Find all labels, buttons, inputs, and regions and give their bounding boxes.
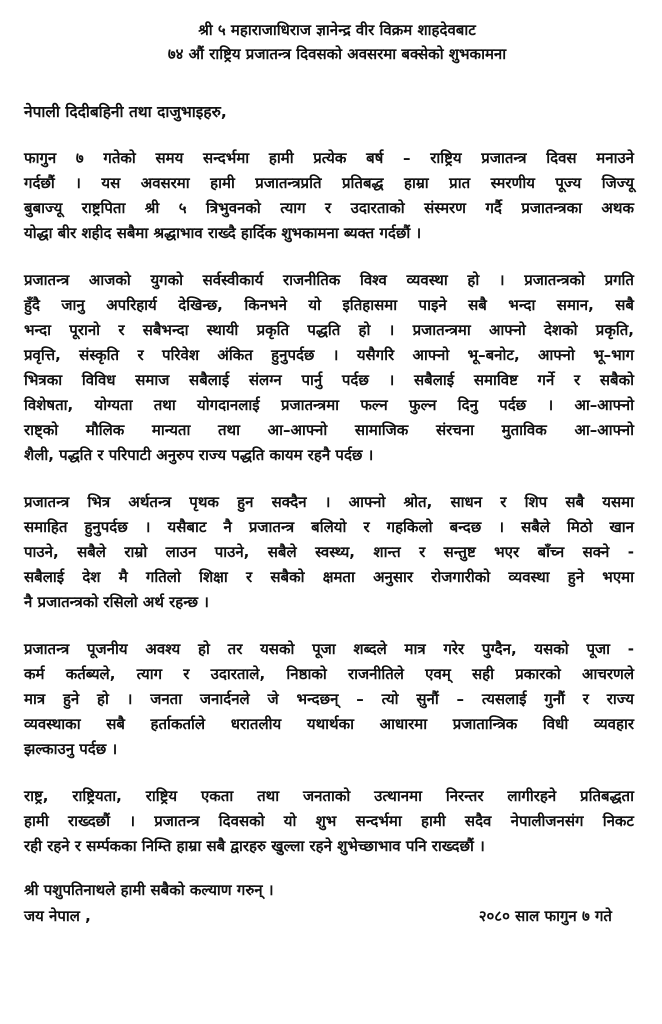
paragraph-line: हुँदै जानु अपरिहार्य देखिन्छ, किनभने यो इतिहासमा पाइने सबै भन्दा समान, सबै (24, 296, 634, 314)
body-paragraph (24, 490, 634, 615)
paragraph-line: प्रजातन्त्र आजको युगको सर्वस्वीकार्य राजनीतिक विश्व व्यवस्था हो । प्रजातन्त्रको प्रगति (24, 271, 634, 289)
paragraph-line: हामी राख्दछौं । प्रजातन्त्र दिवसको यो शुभ सन्दर्भमा हामी सदैव नेपालीजनसंग निकट (24, 812, 634, 830)
paragraph-line: बुबाज्यू राष्ट्रपिता श्री ५ त्रिभुवनको त्याग र उदारताको संस्मरण गर्दै प्रजातन्त्रका अथक (24, 199, 634, 217)
paragraph-line: शैली, पद्धति र परिपाटी अनुरुप राज्य पद्धति कायम रहनै पर्दछ । (24, 446, 374, 464)
paragraph-line: सबैलाई देश मै गतिलो शिक्षा र सबैको क्षमता अनुसार रोजगारीको व्यवस्था हुने भएमा (24, 568, 634, 586)
paragraph-line: रही रहने र सर्म्पकका निम्ति हाम्रा सबै द्वारहरु खुल्ला रहने शुभेच्छाभाव पनि राख्दछौं । (24, 837, 485, 855)
paragraph-line: भन्दा पूरानो र सबैभन्दा स्थायी प्रकृति पद्धति हो । प्रजातन्त्रमा आफ्नो देशको प्रकृति, (24, 321, 634, 339)
paragraph-line: राष्ट्र, राष्ट्रियता, राष्ट्रिय एकता तथा जनताको उत्थानमा निरन्तर लागीरहने प्रतिबद्धता (24, 787, 634, 805)
paragraph-line: मात्र हुने हो । जनता जनार्दनले जे भन्दछन् – त्यो सुनौं – त्यसलाई गुनौं र राज्य (24, 690, 634, 708)
body-paragraph (24, 637, 634, 762)
paragraph-line: समाहित हुनुपर्दछ । यसैबाट नै प्रजातन्त्र बलियो र गहकिलो बन्दछ । सबैले मिठो खान (24, 518, 634, 536)
paragraph-line: नै प्रजातन्त्रको रसिलो अर्थ रहन्छ । (24, 593, 209, 611)
document-header (40, 18, 634, 66)
body-paragraph (24, 784, 634, 859)
paragraph-line: राष्ट्को मौलिक मान्यता तथा आ–आफ्नो सामाजिक संरचना मुताविक आ–आफ्नो (24, 421, 634, 439)
body-paragraphs (24, 146, 634, 859)
body-paragraph (24, 146, 634, 246)
paragraph-line: प्रजातन्त्र पूजनीय अवश्य हो तर यसको पूजा शब्दले मात्र गरेर पुग्दैन, यसको पूजा - (24, 640, 634, 658)
closing-block (24, 877, 634, 929)
header-line-2: ७४ औं राष्ट्रिय प्रजातन्त्र दिवसको अवसरमा बक्सेको शुभकामना (167, 45, 507, 63)
paragraph-line: पाउने, सबैले राम्रो लाउन पाउने, सबैले स्वस्थ्य, शान्त र सन्तुष्ट भएर बाँच्न सक्ने - (24, 543, 634, 561)
paragraph-line: विशेषता, योग्यता तथा योगदानलाई प्रजातन्त्रमा फल्न फुल्न दिनु पर्दछ । आ–आफ्नो (24, 396, 634, 414)
salutation: नेपाली दिदीबहिनी तथा दाजुभाइहरु, (24, 103, 227, 121)
paragraph-line: कर्म कर्तब्यले, त्याग र उदारताले, निष्ठाको राजनीतिले एवम् सही प्रकारको आचरणले (24, 665, 634, 683)
paragraph-line: प्रजातन्त्र भित्र अर्थतन्त्र पृथक हुन सक्दैन । आफ्नो श्रोत, साधन र शिप सबै यसमा (24, 493, 634, 511)
paragraph-line: गर्दछौं । यस अवसरमा हामी प्रजातन्त्रप्रति प्रतिबद्ध हाम्रा प्रात स्मरणीय पूज्य जिज्यू (24, 174, 634, 192)
paragraph-line: प्रवृत्ति, संस्कृति र परिवेश अंकित हुनुपर्दछ । यसैगरि आफ्नो भू–बनोट, आफ्नो भू–भाग (24, 346, 634, 364)
paragraph-line: भित्रका विविध समाज सबैलाई संलग्न पार्नु पर्दछ । सबैलाई समाविष्ट गर्ने र सबैको (24, 371, 634, 389)
paragraph-line: योद्धा बीर शहीद सबैमा श्रद्धाभाव राख्दै हार्दिक शुभकामना ब्यक्त गर्दछौं । (24, 224, 422, 242)
paragraph-line: झल्काउनु पर्दछ । (24, 740, 118, 758)
paragraph-line: फागुन ७ गतेको समय सन्दर्भमा हामी प्रत्येक बर्ष – राष्ट्रिय प्रजातन्त्र दिवस मनाउने (24, 149, 634, 167)
closing-blessing: श्री पशुपतिनाथले हामी सबैको कल्याण गरुन् । (24, 881, 274, 899)
document-date: २०८० साल फागुन ७ गते (478, 907, 612, 925)
jay-nepal: जय नेपाल , (24, 907, 91, 925)
closing-signoff-row (24, 903, 634, 929)
body-paragraph (24, 268, 634, 468)
header-line-1: श्री ५ महाराजाधिराज ज्ञानेन्द्र वीर विक्रम शाहदेवबाट (198, 21, 476, 39)
paragraph-line: व्यवस्थाका सबै हर्ताकर्ताले धरातलीय यथार्थका आधारमा प्रजातान्त्रिक विधी व्यवहार (24, 715, 634, 733)
